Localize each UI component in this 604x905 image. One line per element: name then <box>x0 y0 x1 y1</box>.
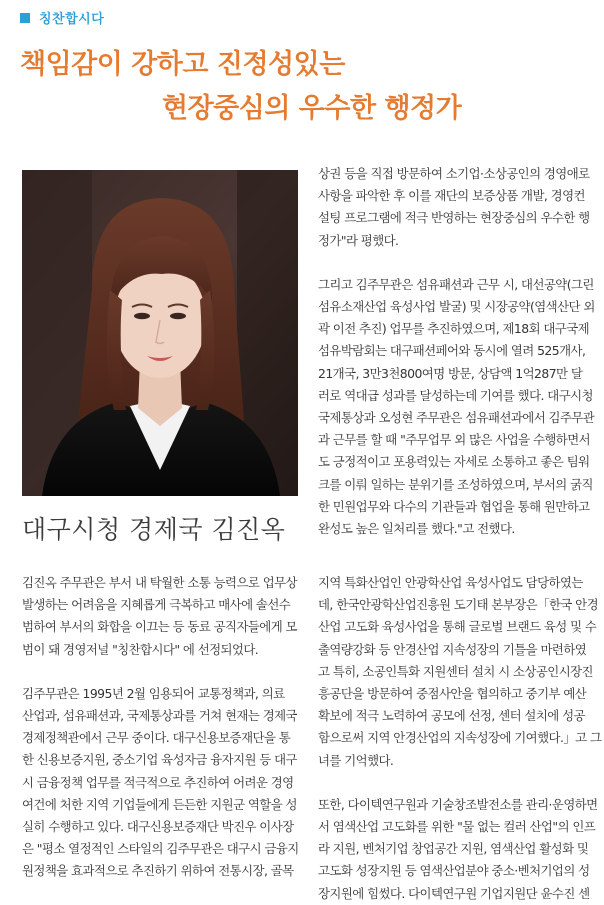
article-line: 곽 이전 추진) 업무를 추진하였으며, 제18회 대구국제 <box>318 321 590 337</box>
article-line: 시 금융정책 업무를 적극적으로 추진하여 어려운 경영 <box>22 774 294 790</box>
article-line: 설팅 프로그램에 적극 반영하는 현장중심의 우수한 행 <box>318 210 590 226</box>
article-line: 데, 한국안광학산업진흥원 도기태 본부장은「한국 안경 <box>318 597 599 613</box>
article-line: 완성도 높은 일처리를 했다."고 전했다. <box>318 521 515 537</box>
article-line: 김주무관은 1995년 2월 임용되어 교통정책과, 의료 <box>22 685 285 701</box>
article-line: 또한, 다이텍연구원과 기술창조발전소를 관리·운영하면 <box>318 796 598 812</box>
article-line: 산업 고도화 육성사업을 통해 글로벌 브랜드 육성 및 수 <box>318 619 597 635</box>
section-tag <box>20 8 104 27</box>
headline-line-2: 현장중심의 우수한 행정가 <box>162 93 462 124</box>
article-line: 21개국, 3만3천800여명 방문, 상담액 1억287만 달 <box>318 365 583 381</box>
article-line: 원정책을 효과적으로 추진하기 위하여 전통시장, 골목 <box>22 863 294 879</box>
article-line: 실히 수행하고 있다. 대구신용보증재단 박진우 이사장 <box>22 819 294 835</box>
article-line: 섬유박람회는 대구패션페어와 동시에 열려 525개사, <box>318 343 586 359</box>
article-line: 국제통상과 오성현 주무관은 섬유패션과에서 김주무관 <box>318 410 595 426</box>
article-line: 크를 이뤄 일하는 분위기를 조성하였으며, 부서의 굵직 <box>318 476 593 492</box>
article-line: 정가"라 평했다. <box>318 232 399 248</box>
article-line: 경제정책관에서 근무 중이다. 대구신용보증재단을 통 <box>22 730 291 746</box>
article-line: 녀를 기억했다. <box>318 752 394 768</box>
article-line: 범하여 부서의 화합을 이끄는 등 동료 공직자들에게 모 <box>22 619 297 635</box>
article-line: 확보에 적극 노력하여 공모에 선정, 센터 설치에 성공 <box>318 708 585 724</box>
article-column-right-top <box>318 163 594 540</box>
profile-photo <box>22 170 298 496</box>
article-line: 출역량강화 등 안경산업 지속성장의 기틀을 마련하였 <box>318 641 587 657</box>
article-line: 함으로써 지역 안경산업의 지속성장에 기여했다.」고 그 <box>318 730 602 746</box>
section-marker-icon <box>20 13 30 23</box>
profile-name: 대구시청 경제국 김진옥 <box>22 515 286 544</box>
article-line: 지역 특화산업인 안광학산업 육성사업도 담당하였는 <box>318 575 583 590</box>
article-line: 도 긍정적이고 포용력있는 자세로 소통하고 좋은 팀워 <box>318 454 590 470</box>
article-line: 그리고 김주무관은 섬유패션과 근무 시, 대선공약(그린 <box>318 276 594 292</box>
headline-line-1: 책임감이 강하고 진정성있는 <box>20 49 345 80</box>
section-tag-label: 칭찬합시다 <box>39 12 105 27</box>
article-line: 한 민원업무와 다수의 기관들과 협업을 통해 원만하고 <box>318 498 590 514</box>
article-line: 라 지원, 벤처기업 창업공간 지원, 염색산업 활성화 및 <box>318 841 589 857</box>
article-line: 고도화 성장지원 등 염색산업분야 중소·벤처기업의 성 <box>318 863 590 879</box>
article-column-right-bottom <box>318 572 602 905</box>
article-line: 장지원에 힘썼다. 다이텍연구원 기업지원단 윤수진 센 <box>318 885 590 901</box>
article-line: 서 염색산업 고도화를 위한 "물 없는 컬러 산업"의 인프 <box>318 819 596 835</box>
article-line: 러로 역대급 성과를 달성하는데 기여를 했다. 대구시청 <box>318 387 593 403</box>
portrait-illustration <box>22 170 298 496</box>
article-line: 범이 돼 경영저널 "칭찬합시다" 에 선정되었다. <box>22 641 259 657</box>
article-column-left-bottom <box>22 572 304 883</box>
article-line: 과 근무를 할 때 "주무업무 외 많은 사업을 수행하면서 <box>318 432 591 448</box>
article-line: 여건에 처한 지역 기업들에게 든든한 지원군 역할을 성 <box>22 796 297 812</box>
article-line: 사항을 파악한 후 이를 재단의 보증상품 개발, 경영컨 <box>318 188 585 204</box>
article-line: 한 신용보증지원, 중소기업 육성자금 융자지원 등 대구 <box>22 752 297 768</box>
article-line: 은 "평소 열정적인 스타일의 김주무관은 대구시 금융지 <box>22 841 299 857</box>
article-line: 흥공단을 방문하여 중점사안을 협의하고 중기부 예산 <box>318 686 587 702</box>
article-line: 섬유소재산업 육성사업 발굴) 및 시장공약(염색산단 외 <box>318 299 595 315</box>
article-line: 상권 등을 직접 방문하여 소기업·소상공인의 경영애로 <box>318 166 590 181</box>
article-line: 김진옥 주무관은 부서 내 탁월한 소통 능력으로 업무상 <box>22 575 297 590</box>
article-line: 고 특히, 소공인특화 지원센터 설치 시 소상공인시장진 <box>318 663 593 679</box>
article-line: 발생하는 어려움을 지혜롭게 극복하고 매사에 솔선수 <box>22 597 291 613</box>
article-line: 산업과, 섬유패션과, 국제통상과를 거쳐 현재는 경제국 <box>22 708 297 724</box>
